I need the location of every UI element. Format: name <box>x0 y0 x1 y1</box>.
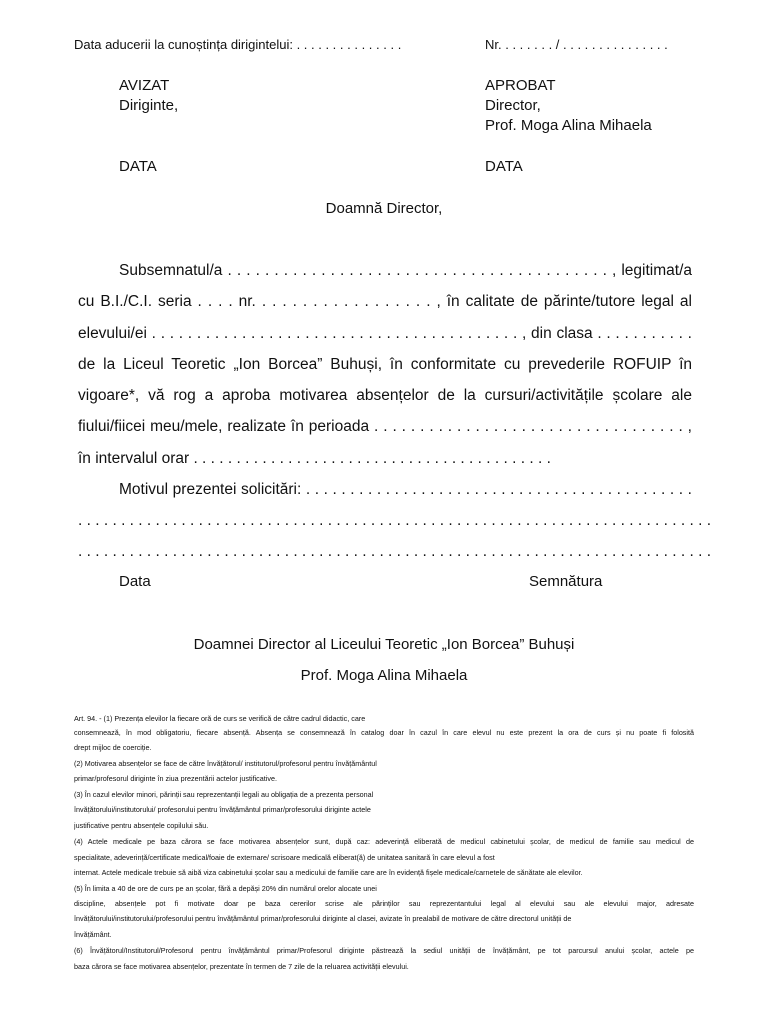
body-line-2: cu B.I./C.I. seria . . . . nr. . . . . . . . . . . . . . . . . . , în calitate de părinte/tutore legal al <box>78 293 692 310</box>
footnote-line-5: primar/profesorul diriginte în ziua prezentării actelor justificative. <box>74 774 277 783</box>
aprobat-role: Director, <box>485 97 541 114</box>
avizat-block <box>119 76 178 116</box>
footnote-line-6: (3) În cazul elevilor minori, părinții sau reprezentanții legali au obligația de a prezenta personal <box>74 790 374 799</box>
aprobat-block <box>485 76 652 136</box>
footnote-line-15: învățământ. <box>74 930 112 939</box>
footnote-line-2: consemnează, în mod obligatoriu, fiecare absență. Absența se consemnează în catalog doar în cazul în care elevul nu este prezent la ora de curs și nu poate fi folosită <box>74 728 694 737</box>
body-line-7: în intervalul orar . . . . . . . . . . . . . . . . . . . . . . . . . . . . . . . . . . . . . . . . . . <box>78 450 551 467</box>
avizat-role: Diriginte, <box>119 97 179 114</box>
footnote-line-3: drept mijloc de coerciție. <box>74 743 152 752</box>
addressee-line-1: Doamnei Director al Liceului Teoretic „Ion Borcea” Buhuși <box>193 636 575 653</box>
registration-number-line: Nr. . . . . . . . / . . . . . . . . . . . . . . . <box>485 37 668 52</box>
footnote-line-9: (4) Actele medicale pe baza cărora se face motivarea absențelor sunt, după caz: adeverință eliberată de medicul cabinetului școlar, de medicul de familie sau medicul de <box>74 837 694 846</box>
avizat-date-label: DATA <box>119 158 157 175</box>
footnote-line-11: internat. Actele medicale trebuie să aibă viza cabinetului școlar sau a medicului de familie care are în evidență fișele medicale/carnetele de sănătate ale elevilor. <box>74 868 583 877</box>
body-line-10: . . . . . . . . . . . . . . . . . . . . . . . . . . . . . . . . . . . . . . . . . . . . . . . . . . . . . . . . . . . . . . . . . . . . . . . . . . <box>78 543 712 560</box>
footnote-line-17: baza cărora se face motivarea absențelor, prezentate în termen de 7 zile de la reluarea activității elevului. <box>74 962 409 971</box>
body-line-1: Subsemnatul/a . . . . . . . . . . . . . . . . . . . . . . . . . . . . . . . . . . . . . . . . . , legitimat/a <box>119 262 692 279</box>
signature-label: Semnătura <box>529 573 603 590</box>
footnote-line-1: Art. 94. - (1) Prezența elevilor la fiecare oră de curs se verifică de către cadrul didactic, care <box>74 714 366 723</box>
addressee-line-2: Prof. Moga Alina Mihaela <box>300 667 468 684</box>
aprobat-date-label: DATA <box>485 158 523 175</box>
footnote-line-16: (6) Învățătorul/Institutorul/Profesorul pentru învățământul primar/Profesorul diriginte păstrează la sediul unității de învățământ, pe tot parcursul anului școlar, actele pe <box>74 946 694 955</box>
body-line-5: vigoare*, vă rog a aproba motivarea absențelor de la cursuri/activitățile școlare ale <box>78 387 692 404</box>
footnote-line-12: (5) În limita a 40 de ore de curs pe an școlar, fără a depăși 20% din numărul orelor alocate unei <box>74 884 377 893</box>
aprobat-name: Prof. Moga Alina Mihaela <box>485 117 652 134</box>
body-line-3: elevului/ei . . . . . . . . . . . . . . . . . . . . . . . . . . . . . . . . . . . . . . . . . , din clasa . . . . . . . . . . . <box>78 325 692 342</box>
date-notice-line: Data aducerii la cunoștința dirigintelui: . . . . . . . . . . . . . . . <box>74 37 402 52</box>
signature-date-label: Data <box>119 573 151 590</box>
footnote-line-4: (2) Motivarea absențelor se face de către învățătorul/ institutorul/profesorul pentru învățământul <box>74 759 377 768</box>
body-line-9: . . . . . . . . . . . . . . . . . . . . . . . . . . . . . . . . . . . . . . . . . . . . . . . . . . . . . . . . . . . . . . . . . . . . . . . . . . <box>78 512 712 529</box>
body-line-6: fiului/fiicei meu/mele, realizate în perioada . . . . . . . . . . . . . . . . . . . . . . . . . . . . . . . . . . , <box>78 418 692 435</box>
footnote-line-14: învățătorului/institutorului/profesorului pentru învățământul primar/profesorului diriginte al clasei, avizate în prealabil de motivare de către directorul unității de <box>74 914 572 923</box>
salutation: Doamnă Director, <box>325 200 443 217</box>
footnote-line-13: discipline, absențele pot fi motivate doar pe baza cererilor scrise ale părinților sau reprezentantului legal al elevului sau ale elevului major, adresate <box>74 899 694 908</box>
aprobat-title: APROBAT <box>485 77 556 94</box>
body-line-4: de la Liceul Teoretic „Ion Borcea” Buhuși, în conformitate cu prevederile ROFUIP în <box>78 356 692 373</box>
footnote-line-10: specialitate, adeverință/certificate medical/foaie de externare/ scrisoare medicală eliberat(ă) de unitatea sanitară în care elevul a fost <box>74 853 495 862</box>
footnote-line-7: învățătorului/institutorului/ profesorului pentru învățământul primar/profesorului diriginte actele <box>74 805 371 814</box>
footnote-line-8: justificative pentru absențele copilului său. <box>74 821 209 830</box>
body-line-8: Motivul prezentei solicitări: . . . . . . . . . . . . . . . . . . . . . . . . . . . . . . . . . . . . . . . . . . . . <box>119 481 692 498</box>
avizat-title: AVIZAT <box>119 77 170 94</box>
